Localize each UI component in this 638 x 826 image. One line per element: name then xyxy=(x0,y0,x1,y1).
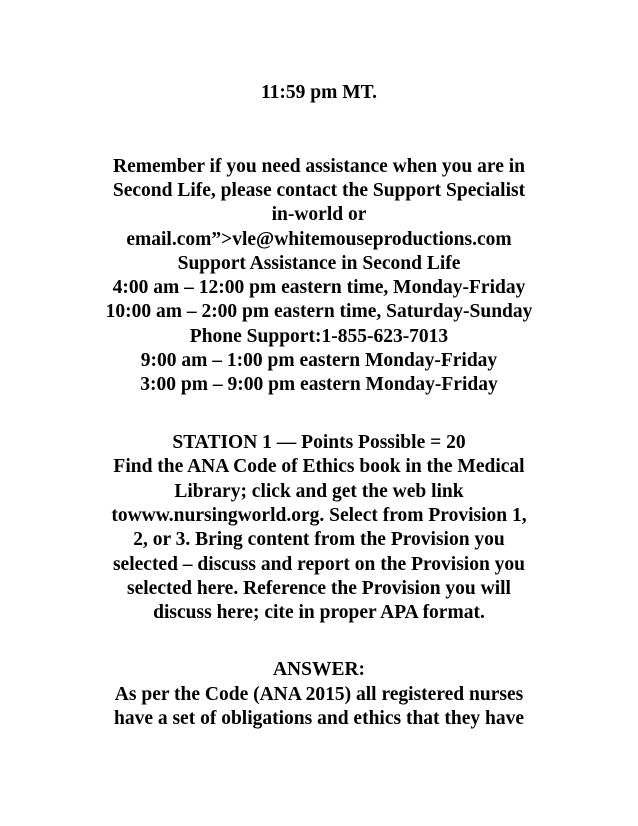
support-line: in-world or xyxy=(271,204,367,225)
support-hours-line: 10:00 am – 2:00 pm eastern time, Saturday-Sunday xyxy=(105,301,533,322)
support-line: Remember if you need assistance when you are in xyxy=(112,156,525,177)
station-heading: STATION 1 — Points Possible = 20 xyxy=(172,432,466,453)
station-line: towww.nursingworld.org. Select from Provision 1, xyxy=(111,505,527,526)
station-line: discuss here; cite in proper APA format. xyxy=(153,602,485,623)
phone-hours-line: 3:00 pm – 9:00 pm eastern Monday-Friday xyxy=(140,374,498,395)
phone-support-line: Phone Support:1-855-623-7013 xyxy=(189,326,449,347)
deadline-text: 11:59 pm MT. xyxy=(260,82,378,103)
answer-heading: ANSWER: xyxy=(272,659,366,680)
station-line: selected – discuss and report on the Provision you xyxy=(112,554,526,575)
station-line: Library; click and get the web link xyxy=(174,481,464,502)
support-line: Second Life, please contact the Support Specialist xyxy=(112,180,526,201)
station-line: 2, or 3. Bring content from the Provision you xyxy=(133,529,505,550)
station-line: selected here. Reference the Provision you will xyxy=(127,578,511,599)
support-hours-line: 4:00 am – 12:00 pm eastern time, Monday-Friday xyxy=(112,277,526,298)
support-line: Support Assistance in Second Life xyxy=(177,253,461,274)
phone-hours-line: 9:00 am – 1:00 pm eastern Monday-Friday xyxy=(140,350,498,371)
station-line: Find the ANA Code of Ethics book in the Medical xyxy=(113,456,525,477)
support-email-line: email.com”>vle@whitemouseproductions.com xyxy=(126,229,512,250)
answer-line: As per the Code (ANA 2015) all registered nurses xyxy=(114,684,524,705)
answer-line: have a set of obligations and ethics that they have xyxy=(113,708,525,729)
